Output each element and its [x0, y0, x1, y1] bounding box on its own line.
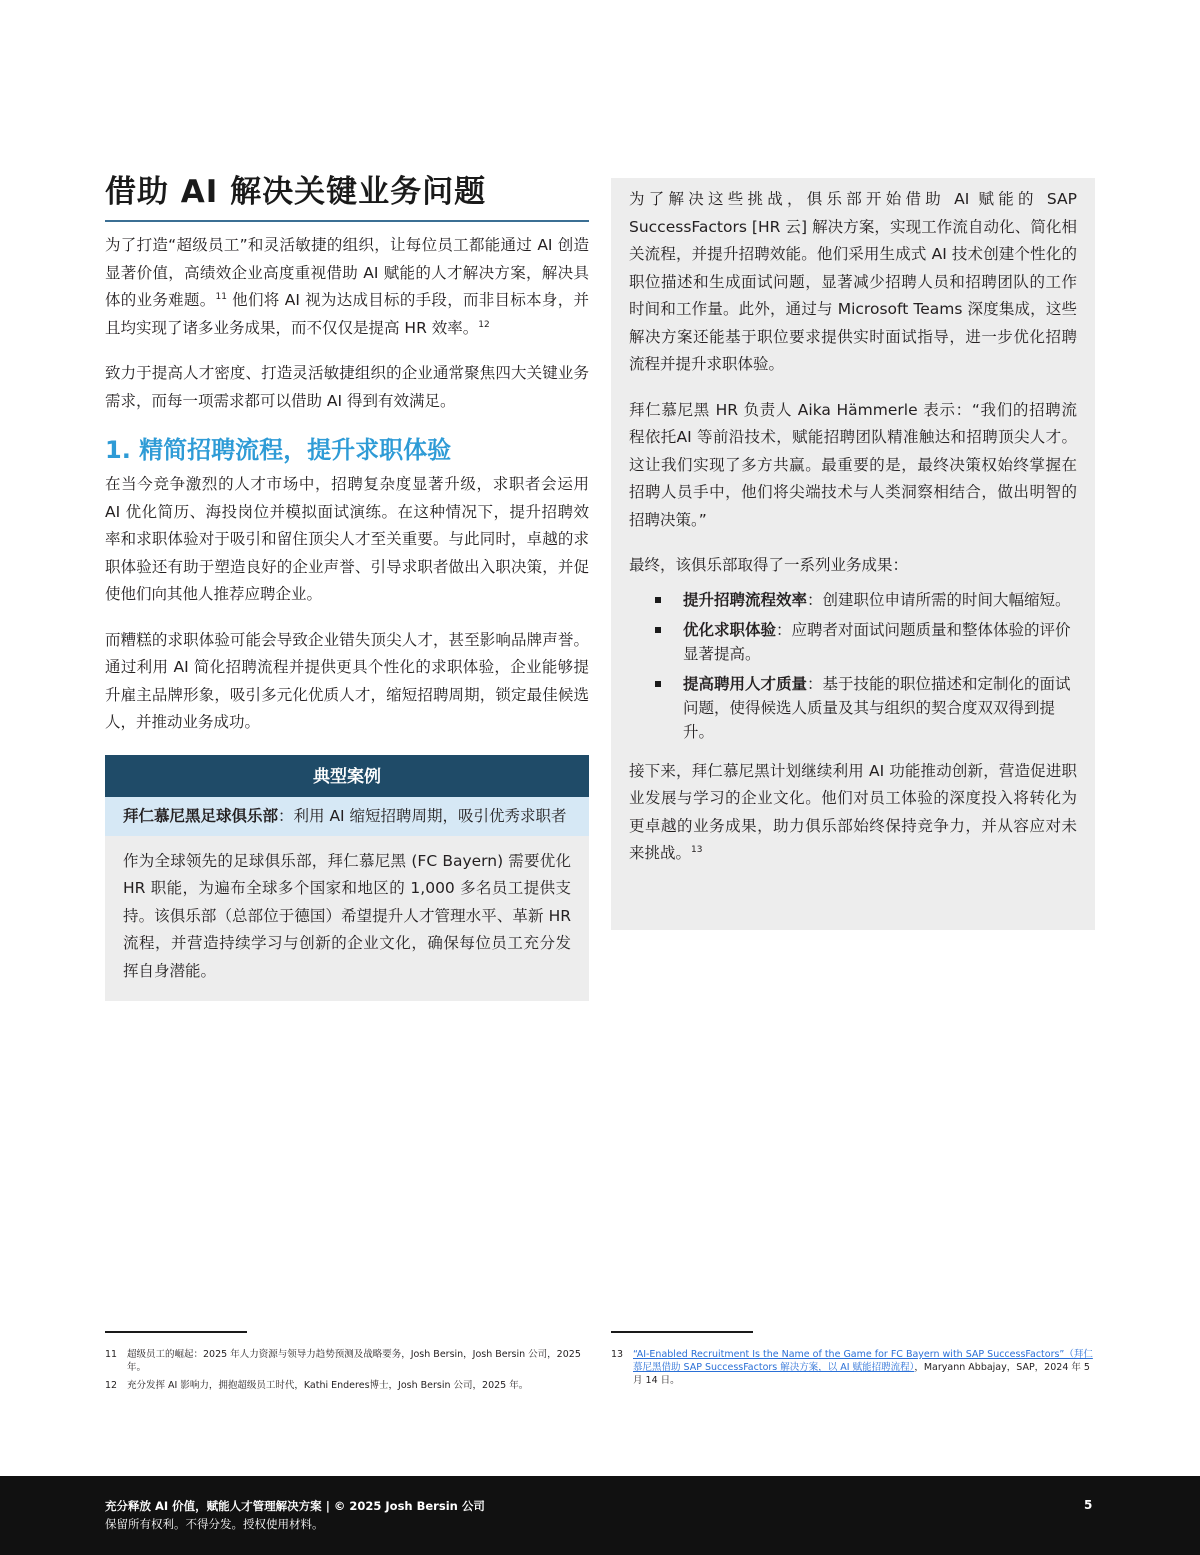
- next-steps-paragraph: [629, 758, 1077, 868]
- footnote-ref-13[interactable]: 13: [691, 844, 703, 855]
- result-text: ：应聘者对面试问题质量和整体体验的评价显著提高。: [683, 620, 1071, 663]
- footnote-text: 充分发挥 AI 影响力，拥抱超级员工时代，Kathi Enderes博士，Josh Bersin 公司，2025 年。: [127, 1380, 529, 1391]
- footnote-ref-11[interactable]: 11: [215, 291, 227, 302]
- focus-paragraph: 致力于提高人才密度、打造灵活敏捷组织的企业通常聚焦四大关键业务需求，而每一项需求都可以借助 AI 得到有效满足。: [105, 364, 589, 410]
- recruitment-paragraph: 在当今竞争激烈的人才市场中，招聘复杂度显著升级，求职者会运用 AI 优化简历、海投岗位并模拟面试演练。在这种情况下，提升招聘效率和求职体验对于吸引和留住顶尖人才至关重要。与此同时，卓越的求职体验还有助于塑造良好的企业声誉、引导求职者做出入职决策，并促使他们向其他人推荐应聘企业。: [105, 475, 589, 603]
- case-study-body: [105, 836, 589, 1002]
- footnote-number: 13: [611, 1349, 624, 1360]
- intro-paragraph: [105, 232, 589, 342]
- footnote-divider-right: [611, 1331, 753, 1333]
- bullet-icon: [655, 681, 661, 687]
- footnote-13: [611, 1348, 1095, 1387]
- quote-paragraph: 拜仁慕尼黑 HR 负责人 Aika Hämmerle 表示：“我们的招聘流程依托AI 等前沿技术，赋能招聘团队精准触达和招聘顶尖人才。这让我们实现了多方共赢。最重要的是，最终决策权始终掌握在招聘人员手中，他们将尖端技术与人类洞察相结合，做出明智的招聘决策。”: [629, 400, 1077, 529]
- case-study-company: 拜仁慕尼黑足球俱乐部: [123, 806, 279, 825]
- footnotes-right: [611, 1348, 1095, 1392]
- list-item: [629, 672, 1077, 744]
- intro-text-cont: 他们将 AI 视为达成目标的手段，而非目标本身，并且均实现了诸多业务成果，而不仅仅是提高 HR 效率。: [105, 291, 589, 337]
- footnote-11: [105, 1348, 589, 1374]
- footnote-number: 11: [105, 1349, 118, 1360]
- bullet-icon: [655, 597, 661, 603]
- bullet-icon: [655, 627, 661, 633]
- results-intro: 最终，该俱乐部取得了一系列业务成果：: [629, 556, 909, 574]
- left-column: [105, 172, 589, 1001]
- list-item: [629, 588, 1077, 612]
- case-study-text: 作为全球领先的足球俱乐部，拜仁慕尼黑 (FC Bayern) 需要优化 HR 职能，为遍布全球多个国家和地区的 1,000 多名员工提供支持。该俱乐部（总部位于德国）希望提升人才管理水平、革新 HR 流程，并营造持续学习与创新的企业文化，确保每位员工充分发挥自身潜能。: [123, 851, 571, 980]
- result-title: 提高聘用人才质量: [683, 674, 808, 693]
- footnote-ref-12[interactable]: 12: [478, 319, 490, 330]
- solution-paragraph: 为了解决这些挑战，俱乐部开始借助 AI 赋能的 SAP SuccessFactors [HR 云] 解决方案，实现工作流自动化、简化相关流程，并提升招聘效能。他们采用生成式 AI 技术创建个性化的职位描述和生成面试问题，显著减少招聘人员和招聘团队的工作时间和工作量。此外，通过与 Microsoft Teams 深度集成，这些解决方案还能基于职位要求提供实时面试指导，进一步优化招聘流程并提升求职体验。: [629, 190, 1077, 373]
- result-title: 提升招聘流程效率: [683, 590, 808, 609]
- footnote-link[interactable]: “AI-Enabled Recruitment Is the Name of the Game for FC Bayern with SAP SuccessFactors”（拜仁慕尼黑借助 SAP SuccessFactors 解决方案，以 AI 赋能招聘流程）: [633, 1349, 1093, 1373]
- footnote-text: 超级员工的崛起：2025 年人力资源与领导力趋势预测及战略要务，Josh Bersin，Josh Bersin 公司，2025 年。: [127, 1349, 581, 1373]
- intro-text: 为了打造“超级员工”和灵活敏捷的组织，让每位员工都能通过 AI 创造显著价值，高绩效企业高度重视借助 AI 赋能的人才解决方案，解决具体的业务难题。: [105, 236, 589, 309]
- footnotes-left: [105, 1348, 589, 1397]
- results-list: [629, 588, 1077, 744]
- case-study-subtitle: [105, 797, 589, 836]
- case-study-box: [105, 755, 589, 1002]
- section-heading: 1. 精简招聘流程，提升求职体验: [105, 436, 452, 464]
- case-study-summary: ：利用 AI 缩短招聘周期，吸引优秀求职者: [278, 806, 567, 825]
- page-number: 5: [1084, 1498, 1093, 1512]
- footnote-12: [105, 1379, 589, 1392]
- footnote-number: 12: [105, 1380, 118, 1391]
- page-title: 借助 AI 解决关键业务问题: [105, 174, 487, 210]
- footnote-text: ，Maryann Abbajay，SAP，2024 年 5 月 14 日。: [633, 1362, 1090, 1386]
- page-footer: [0, 1476, 1200, 1555]
- title-rule: [105, 220, 589, 222]
- result-text: ：创建职位申请所需的时间大幅缩短。: [807, 590, 1071, 609]
- footer-title: 充分释放 AI 价值，赋能人才管理解决方案 | © 2025 Josh Bersin 公司: [105, 1499, 485, 1513]
- right-column-panel: [611, 178, 1095, 930]
- list-item: [629, 618, 1077, 666]
- result-text: ：基于技能的职位描述和定制化的面试问题，使得候选人质量及其与组织的契合度双双得到提升。: [683, 674, 1071, 741]
- case-study-header: 典型案例: [105, 755, 589, 797]
- footer-rights: 保留所有权利。不得分发。授权使用材料。: [105, 1517, 324, 1531]
- next-steps-text: 接下来，拜仁慕尼黑计划继续利用 AI 功能推动创新，营造促进职业发展与学习的企业文化。他们对员工体验的深度投入将转化为更卓越的业务成果，助力俱乐部始终保持竞争力，并从容应对未来挑战。: [629, 761, 1077, 862]
- result-title: 优化求职体验: [683, 620, 777, 639]
- experience-paragraph: 而糟糕的求职体验可能会导致企业错失顶尖人才，甚至影响品牌声誉。通过利用 AI 简化招聘流程并提供更具个性化的求职体验，企业能够提升雇主品牌形象，吸引多元化优质人才，缩短招聘周期，锁定最佳候选人，并推动业务成功。: [105, 630, 589, 731]
- footnote-divider-left: [105, 1331, 247, 1333]
